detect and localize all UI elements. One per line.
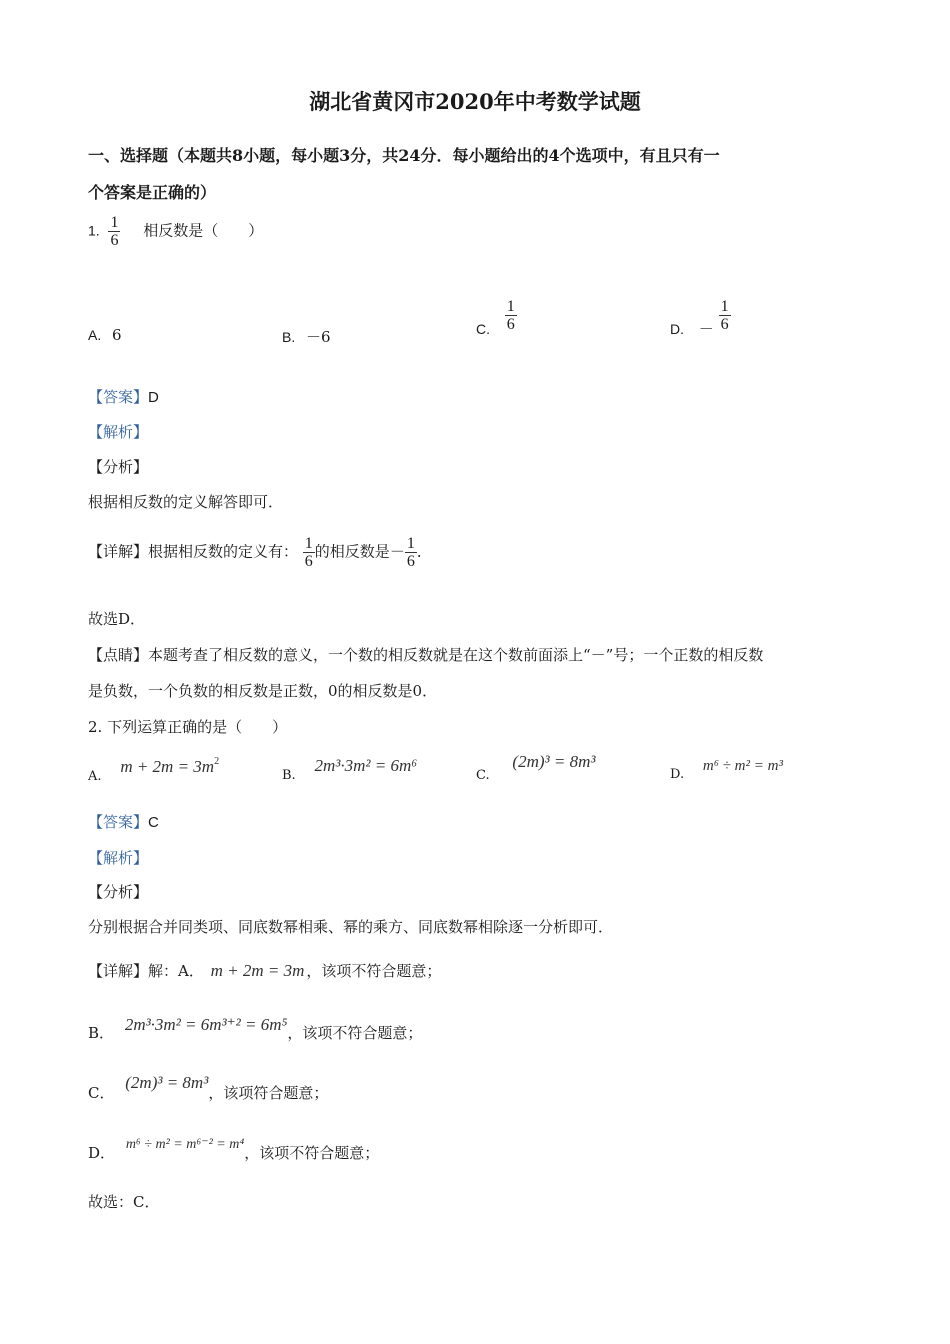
q2-choose: 故选：C． [88,1193,160,1211]
q1-stem [88,214,263,249]
q2-fenxi: 【分析】 [88,883,149,901]
q2-detail-a: 【详解】解：A． m + 2m = 3m ，该项不符合题意； [88,961,442,980]
q1-fenxi-text: 根据相反数的定义解答即可． [88,493,284,511]
q1-text: 相反数是（ ） [143,221,264,240]
q1-option-d: D. － $\frac{1}{6}$ [670,298,729,338]
q1-fenxi: 【分析】 [88,458,149,476]
q2-detail-c: C． (2m)³ = 8m³，该项符合题意； [88,1073,329,1102]
q2-option-a: A. $m + 2m = 3m^2$ [88,756,220,784]
section-heading-line1: 一、选择题（本题共8小题，每小题3分，共24分．每小题给出的4个选项中，有且只有一 [88,146,720,165]
q1-option-c-num: 1 [506,298,515,315]
q1-answer: 【答案】D [88,388,159,406]
q1-jiexi: 【解析】 [88,423,149,441]
section-heading-line2: 个答案是正确的） [88,183,217,202]
q2-answer: 【答案】C [88,813,159,831]
q1-option-c-den: 6 [506,316,515,333]
q2-detail-d: D． m⁶ ÷ m² = m⁶⁻² = m⁴，该项不符合题意； [88,1137,380,1162]
q1-choose: 故选D． [88,610,146,628]
q2-detail-b: B． 2m³·3m² = 6m³⁺² = 6m⁵，该项不符合题意； [88,1015,423,1042]
q2-fenxi-text: 分别根据合并同类项、同底数幂相乘、幂的乘方、同底数幂相除逐一分析即可． [88,918,614,936]
q1-option-c: C. $\frac{1}{6}$ [476,298,515,337]
q1-number: 1. [88,222,100,239]
q1-option-d-den: 6 [720,316,729,333]
page-title: 湖北省黄冈市2020年中考数学试题 [309,89,641,114]
q1-frac-den: 6 [110,232,119,249]
q1-option-a: A. 6 [88,326,122,344]
q2-option-d: D. m⁶ ÷ m² = m³ [670,758,783,782]
q2-jiexi: 【解析】 [88,849,149,867]
q1-option-b: B. －6 [282,328,331,346]
q1-frac-num: 1 [110,214,119,231]
q1-dianjing-line2: 是负数，一个负数的相反数是正数，0的相反数是0． [88,682,438,700]
q1-option-d-num: 1 [720,298,729,315]
q2-option-b: B. 2m³·3m² = 6m⁶ [282,756,418,783]
q2-stem: 2. 下列运算正确的是（ ） [88,718,288,736]
q1-dianjing-line1: 【点睛】本题考查了相反数的意义，一个数的相反数就是在这个数前面添上“－”号；一个正数的相反数 [88,646,764,664]
q2-option-c: C. (2m)³ = 8m³ [476,752,596,783]
q1-fraction [108,214,120,249]
q1-detail: 【详解】根据相反数的定义有： $\frac{1}{6}$ 的相反数是－ $\frac{1}{6}$ ． [88,535,432,570]
